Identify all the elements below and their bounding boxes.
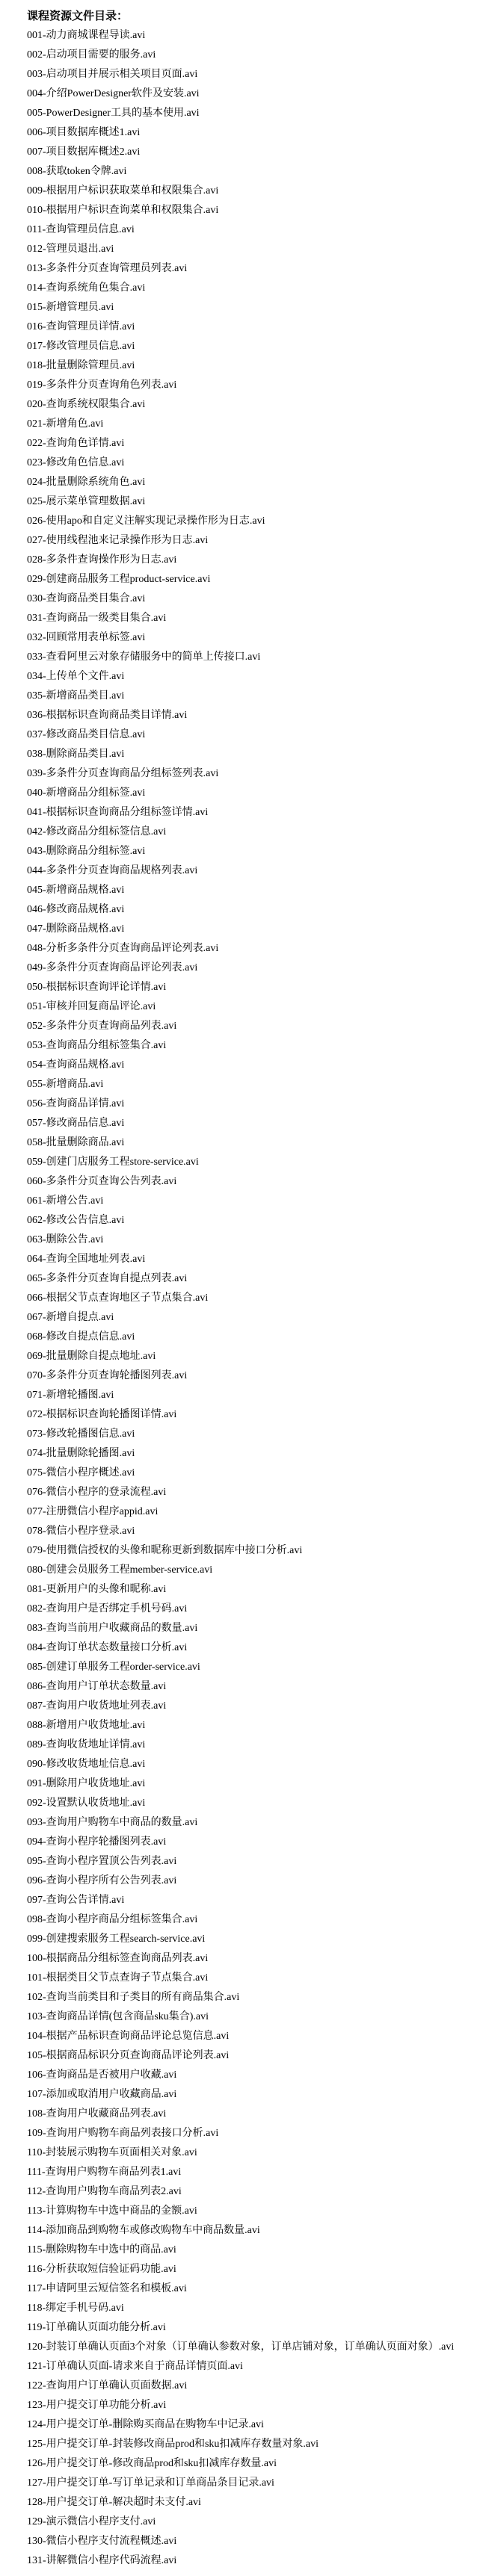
file-list — [27, 26, 486, 2571]
list-item: 030-查询商品类目集合.avi — [27, 593, 146, 604]
list-item: 072-根据标识查询轮播图详情.avi — [27, 1409, 177, 1420]
list-item: 131-讲解微信小程序代码流程.avi — [27, 2555, 177, 2566]
list-item: 123-用户提交订单功能分析.avi — [27, 2400, 167, 2411]
list-item: 112-查询用户购物车商品列表2.avi — [27, 2186, 182, 2197]
list-item: 102-查询当前类目和子类目的所有商品集合.avi — [27, 1992, 240, 2003]
list-item: 043-删除商品分组标签.avi — [27, 846, 146, 857]
list-item: 115-删除购物车中选中的商品.avi — [27, 2244, 176, 2255]
list-item: 004-介绍PowerDesigner软件及安装.avi — [27, 88, 200, 99]
list-item: 051-审核并回复商品评论.avi — [27, 1001, 156, 1012]
list-item: 026-使用apo和自定义注解实现记录操作形为日志.avi — [27, 515, 265, 527]
list-item: 077-注册微信小程序appid.avi — [27, 1506, 159, 1517]
list-item: 024-批量删除系统角色.avi — [27, 477, 146, 488]
list-item: 129-演示微信小程序支付.avi — [27, 2516, 156, 2527]
list-item: 087-查询用户收货地址列表.avi — [27, 1700, 167, 1712]
list-item: 027-使用线程池来记录操作形为日志.avi — [27, 535, 209, 546]
list-item: 079-使用微信授权的头像和昵称更新到数据库中接口分析.avi — [27, 1545, 303, 1556]
list-item: 110-封装展示购物车页面相关对象.avi — [27, 2147, 197, 2158]
list-item: 018-批量删除管理员.avi — [27, 360, 135, 371]
list-item: 019-多条件分页查询角色列表.avi — [27, 380, 177, 391]
list-item: 032-回顾常用表单标签.avi — [27, 632, 146, 643]
list-item: 084-查询订单状态数量接口分析.avi — [27, 1642, 188, 1653]
list-item: 120-封装订单确认页面3个对象（订单确认参数对象，订单店铺对象，订单确认页面对象）.avi — [27, 2341, 455, 2353]
list-item: 057-修改商品信息.avi — [27, 1118, 125, 1129]
list-item: 029-创建商品服务工程product-service.avi — [27, 574, 211, 585]
list-item: 101-根据类目父节点查询子节点集合.avi — [27, 1972, 209, 1984]
list-item: 031-查询商品一级类目集合.avi — [27, 613, 167, 624]
list-item: 058-批量删除商品.avi — [27, 1137, 125, 1148]
list-item: 065-多条件分页查询自提点列表.avi — [27, 1273, 188, 1284]
list-item: 114-添加商品到购物车或修改购物车中商品数量.avi — [27, 2225, 260, 2236]
list-item: 017-修改管理员信息.avi — [27, 341, 135, 352]
list-item: 041-根据标识查询商品分组标签详情.avi — [27, 807, 209, 818]
list-item: 109-查询用户购物车商品列表接口分析.avi — [27, 2128, 219, 2139]
list-item: 055-新增商品.avi — [27, 1079, 104, 1090]
list-item: 107-添加或取消用户收藏商品.avi — [27, 2089, 177, 2100]
page-title: 课程资源文件目录： — [27, 10, 129, 22]
list-item: 013-多条件分页查询管理员列表.avi — [27, 263, 188, 274]
list-item: 081-更新用户的头像和昵称.avi — [27, 1584, 167, 1595]
list-item: 001-动力商城课程导读.avi — [27, 30, 146, 41]
list-item: 003-启动项目并展示相关项目页面.avi — [27, 69, 198, 80]
list-item: 097-查询公告详情.avi — [27, 1895, 125, 1906]
list-item: 064-查询全国地址列表.avi — [27, 1254, 146, 1265]
list-item: 106-查询商品是否被用户收藏.avi — [27, 2069, 177, 2081]
list-item: 022-查询角色详情.avi — [27, 438, 125, 449]
list-item: 090-修改收货地址信息.avi — [27, 1759, 146, 1770]
list-item: 070-多条件分页查询轮播图列表.avi — [27, 1370, 188, 1381]
list-item: 054-查询商品规格.avi — [27, 1059, 125, 1071]
list-item: 021-新增角色.avi — [27, 418, 104, 430]
list-item: 010-根据用户标识查询菜单和权限集合.avi — [27, 205, 219, 216]
list-item: 113-计算购物车中选中商品的金额.avi — [27, 2205, 197, 2217]
list-item: 091-删除用户收货地址.avi — [27, 1778, 146, 1789]
list-item: 073-修改轮播图信息.avi — [27, 1428, 135, 1440]
list-item: 016-查询管理员详情.avi — [27, 321, 135, 332]
list-item: 020-查询系统权限集合.avi — [27, 399, 146, 410]
list-item: 047-删除商品规格.avi — [27, 923, 125, 935]
list-item: 038-删除商品类目.avi — [27, 749, 125, 760]
list-item: 048-分析多条件分页查询商品评论列表.avi — [27, 943, 219, 954]
list-item: 011-查询管理员信息.avi — [27, 224, 135, 235]
list-item: 104-根据产品标识查询商品评论总览信息.avi — [27, 2031, 230, 2042]
list-item: 085-创建订单服务工程order-service.avi — [27, 1662, 200, 1673]
list-item: 059-创建门店服务工程store-service.avi — [27, 1157, 199, 1168]
list-item: 075-微信小程序概述.avi — [27, 1467, 135, 1479]
list-item: 039-多条件分页查询商品分组标签列表.avi — [27, 768, 219, 779]
list-item: 095-查询小程序置顶公告列表.avi — [27, 1856, 177, 1867]
list-item: 035-新增商品类目.avi — [27, 690, 125, 702]
list-item: 089-查询收货地址详情.avi — [27, 1739, 146, 1750]
list-item: 033-查看阿里云对象存储服务中的简单上传接口.avi — [27, 651, 261, 663]
list-item: 036-根据标识查询商品类目详情.avi — [27, 710, 188, 721]
list-item: 108-查询用户收藏商品列表.avi — [27, 2108, 167, 2120]
list-item: 012-管理员退出.avi — [27, 244, 114, 255]
list-item: 002-启动项目需要的服务.avi — [27, 49, 156, 61]
list-item: 119-订单确认页面功能分析.avi — [27, 2322, 166, 2333]
list-item: 046-修改商品规格.avi — [27, 904, 125, 915]
list-item: 056-查询商品详情.avi — [27, 1098, 125, 1109]
list-item: 098-查询小程序商品分组标签集合.avi — [27, 1914, 198, 1925]
list-item: 062-修改公告信息.avi — [27, 1215, 125, 1226]
list-item: 074-批量删除轮播图.avi — [27, 1448, 135, 1459]
list-item: 118-绑定手机号码.avi — [27, 2303, 124, 2314]
list-item: 014-查询系统角色集合.avi — [27, 282, 146, 294]
list-item: 067-新增自提点.avi — [27, 1312, 114, 1323]
list-item: 034-上传单个文件.avi — [27, 671, 125, 682]
list-item: 121-订单确认页面-请求来自于商品详情页面.avi — [27, 2361, 243, 2372]
list-item: 096-查询小程序所有公告列表.avi — [27, 1875, 177, 1886]
list-item: 078-微信小程序登录.avi — [27, 1526, 135, 1537]
list-item: 053-查询商品分组标签集合.avi — [27, 1040, 167, 1051]
list-item: 122-查询用户订单确认页面数据.avi — [27, 2380, 188, 2391]
list-item: 076-微信小程序的登录流程.avi — [27, 1487, 167, 1498]
list-item: 049-多条件分页查询商品评论列表.avi — [27, 962, 198, 973]
list-item: 061-新增公告.avi — [27, 1195, 104, 1207]
list-item: 116-分析获取短信验证码功能.avi — [27, 2264, 176, 2275]
list-item: 044-多条件分页查询商品规格列表.avi — [27, 865, 198, 876]
list-item: 025-展示菜单管理数据.avi — [27, 496, 146, 507]
list-item: 066-根据父节点查询地区子节点集合.avi — [27, 1292, 209, 1304]
list-item: 007-项目数据库概述2.avi — [27, 146, 141, 158]
list-item: 127-用户提交订单-写订单记录和订单商品条目记录.avi — [27, 2477, 274, 2489]
list-item: 111-查询用户购物车商品列表1.avi — [27, 2167, 182, 2178]
list-item: 117-申请阿里云短信签名和模板.avi — [27, 2283, 187, 2294]
list-item: 045-新增商品规格.avi — [27, 885, 125, 896]
list-item: 028-多条件查询操作形为日志.avi — [27, 554, 177, 566]
list-item: 008-获取token令牌.avi — [27, 166, 127, 177]
list-item: 060-多条件分页查询公告列表.avi — [27, 1176, 177, 1187]
list-item: 040-新增商品分组标签.avi — [27, 787, 146, 799]
list-item: 093-查询用户购物车中商品的数量.avi — [27, 1817, 198, 1828]
list-item: 100-根据商品分组标签查询商品列表.avi — [27, 1953, 209, 1964]
list-item: 042-修改商品分组标签信息.avi — [27, 826, 167, 837]
list-item: 052-多条件分页查询商品列表.avi — [27, 1021, 177, 1032]
list-item: 086-查询用户订单状态数量.avi — [27, 1681, 167, 1692]
list-item: 080-创建会员服务工程member-service.avi — [27, 1564, 213, 1576]
list-item: 130-微信小程序支付流程概述.avi — [27, 2536, 177, 2547]
list-item: 126-用户提交订单-修改商品prod和sku扣减库存数量.avi — [27, 2458, 277, 2469]
list-item: 124-用户提交订单-删除购买商品在购物车中记录.avi — [27, 2419, 264, 2430]
list-item: 015-新增管理员.avi — [27, 302, 114, 313]
list-item: 099-创建搜索服务工程search-service.avi — [27, 1933, 206, 1945]
list-item: 083-查询当前用户收藏商品的数量.avi — [27, 1623, 198, 1634]
list-item: 071-新增轮播图.avi — [27, 1390, 114, 1401]
list-item: 103-查询商品详情(包含商品sku集合).avi — [27, 2011, 209, 2022]
list-item: 082-查询用户是否绑定手机号码.avi — [27, 1603, 188, 1614]
list-item: 005-PowerDesigner工具的基本使用.avi — [27, 108, 200, 119]
list-item: 105-根据商品标识分页查询商品评论列表.avi — [27, 2050, 230, 2061]
list-item: 023-修改角色信息.avi — [27, 457, 125, 468]
list-item: 069-批量删除自提点地址.avi — [27, 1351, 156, 1362]
list-item: 128-用户提交订单-解决超时未支付.avi — [27, 2497, 201, 2508]
list-item: 068-修改自提点信息.avi — [27, 1331, 135, 1343]
list-item: 092-设置默认收货地址.avi — [27, 1798, 146, 1809]
list-item: 063-删除公告.avi — [27, 1234, 104, 1245]
list-item: 125-用户提交订单-封装修改商品prod和sku扣减库存数量对象.avi — [27, 2439, 319, 2450]
list-item: 037-修改商品类目信息.avi — [27, 729, 146, 740]
list-item: 009-根据用户标识获取菜单和权限集合.avi — [27, 185, 219, 196]
list-item: 050-根据标识查询评论详情.avi — [27, 982, 167, 993]
list-item: 094-查询小程序轮播图列表.avi — [27, 1836, 167, 1848]
list-item: 006-项目数据库概述1.avi — [27, 127, 141, 138]
list-item: 088-新增用户收货地址.avi — [27, 1720, 146, 1731]
